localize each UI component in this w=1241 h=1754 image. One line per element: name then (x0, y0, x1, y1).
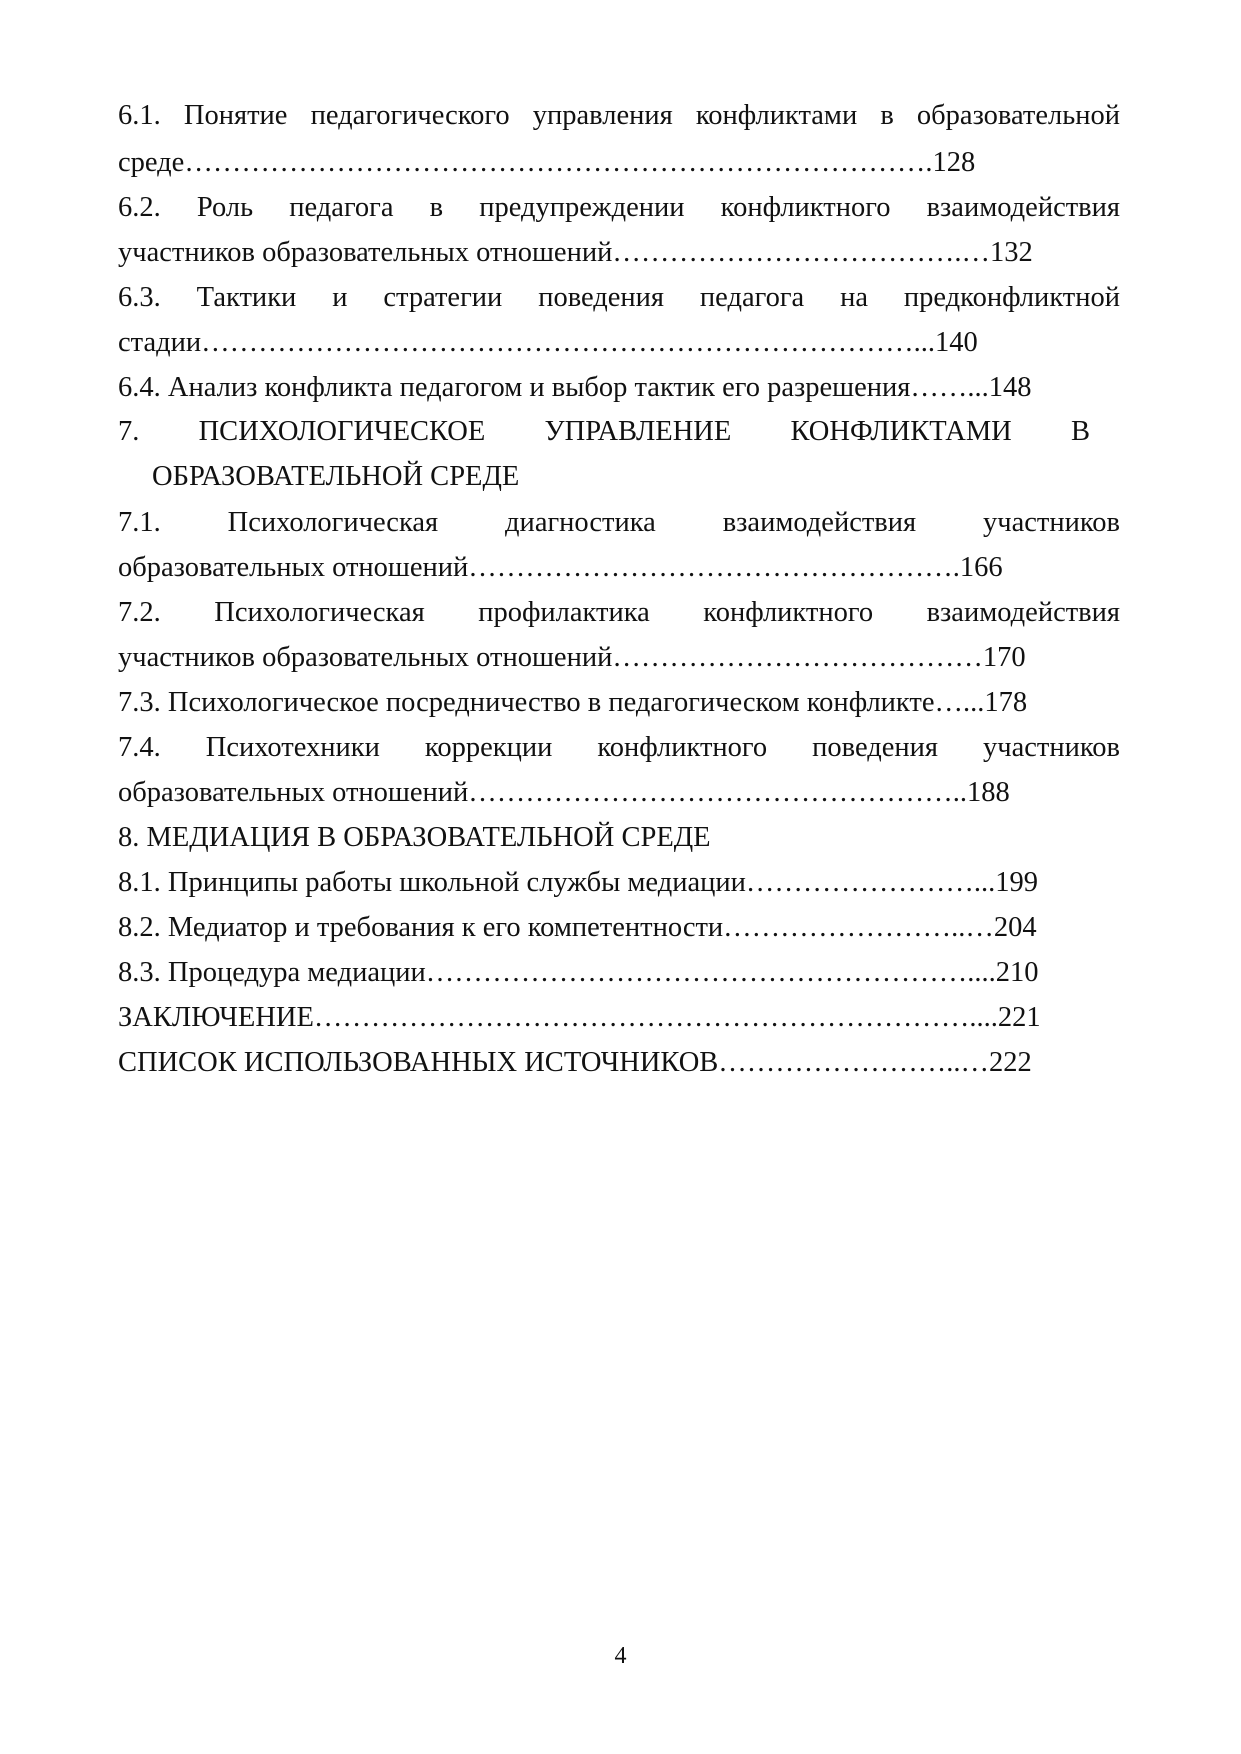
toc-references[interactable]: СПИСОК ИСПОЛЬЗОВАННЫХ ИСТОЧНИКОВ……………………..…222 (118, 1047, 1032, 1078)
toc-7-3[interactable]: 7.3. Психологическое посредничество в педагогическом конфликте…...178 (118, 687, 1028, 718)
toc-conclusion[interactable]: ЗАКЛЮЧЕНИЕ……………………………………………………………....221 (118, 1002, 1041, 1033)
toc-8-3[interactable]: 8.3. Процедура медиации…………………………………………………....210 (118, 957, 1039, 988)
toc-7-heading-line-2[interactable]: ОБРАЗОВАТЕЛЬНОЙ СРЕДЕ (152, 461, 520, 492)
page-number: 4 (614, 1643, 627, 1669)
toc-7-4-line-2[interactable]: образовательных отношений……………………………………………..188 (118, 777, 1010, 808)
toc-8-1[interactable]: 8.1. Принципы работы школьной службы медиации……………………...199 (118, 867, 1038, 898)
toc-6-1-line-1[interactable]: 6.1. Понятие педагогического управления конфликтами в образовательной (118, 100, 1120, 131)
toc-7-heading-line-1[interactable]: 7. ПСИХОЛОГИЧЕСКОЕ УПРАВЛЕНИЕ КОНФЛИКТАМИ В (118, 416, 1090, 447)
toc-7-1-line-2[interactable]: образовательных отношений…………………………………………….166 (118, 552, 1003, 583)
toc-6-3-line-1[interactable]: 6.3. Тактики и стратегии поведения педагога на предконфликтной (118, 282, 1120, 313)
toc-7-2-line-2[interactable]: участников образовательных отношений…………………………………170 (118, 642, 1026, 673)
toc-7-1-line-1[interactable]: 7.1. Психологическая диагностика взаимодействия участников (118, 507, 1120, 538)
toc-7-4-line-1[interactable]: 7.4. Психотехники коррекции конфликтного поведения участников (118, 732, 1120, 763)
toc-6-1-line-2[interactable]: среде…………………………………………………………………….128 (118, 147, 976, 178)
toc-8-2[interactable]: 8.2. Медиатор и требования к его компетентности……………………..…204 (118, 912, 1037, 943)
toc-6-2-line-2[interactable]: участников образовательных отношений……………………………….…132 (118, 237, 1033, 268)
toc-8-heading[interactable]: 8. МЕДИАЦИЯ В ОБРАЗОВАТЕЛЬНОЙ СРЕДЕ (118, 822, 711, 853)
toc-6-2-line-1[interactable]: 6.2. Роль педагога в предупреждении конфликтного взаимодействия (118, 192, 1120, 223)
toc-6-3-line-2[interactable]: стадии…………………………………………………………………...140 (118, 327, 978, 358)
toc-6-4[interactable]: 6.4. Анализ конфликта педагогом и выбор тактик его разрешения……...148 (118, 372, 1032, 403)
toc-7-2-line-1[interactable]: 7.2. Психологическая профилактика конфликтного взаимодействия (118, 597, 1120, 628)
